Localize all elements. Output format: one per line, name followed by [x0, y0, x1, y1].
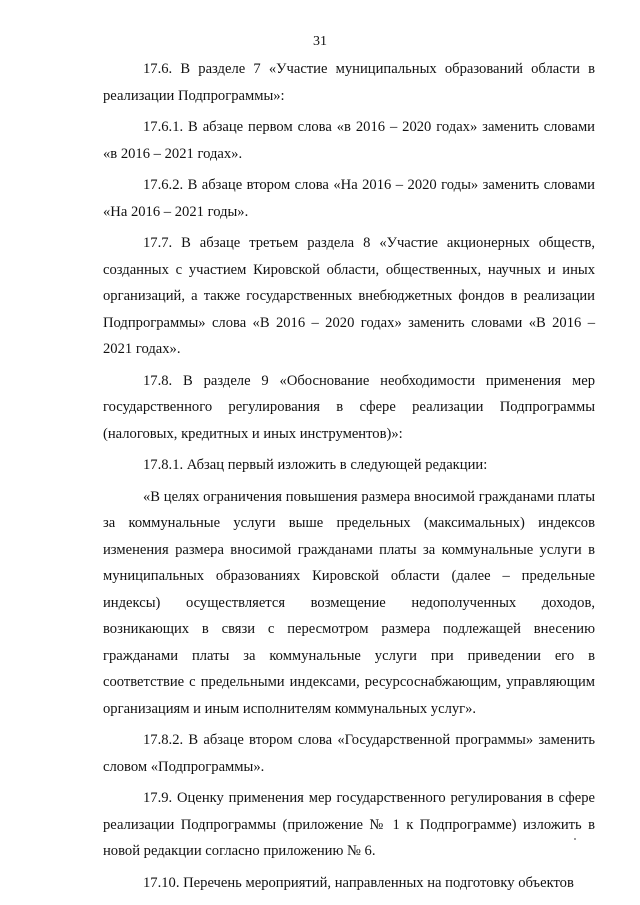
paragraph-17-8-1: 17.8.1. Абзац первый изложить в следующей редакции: — [143, 457, 488, 473]
document-body — [103, 56, 595, 896]
paragraph-17-7: 17.7. В абзаце третьем раздела 8 «Участие акционерных обществ, созданных с участием Кировской области, общественных, научных и иных организаций, а также государственных внебюджетных фондов в реализации Подпрограммы» слова «В 2016 – 2020 годах» заменить словами «В 2016 – 2021 годах». — [103, 235, 595, 357]
paragraph-17-8: 17.8. В разделе 9 «Обоснование необходимости применения мер государственного регулирования в сфере реализации Подпрограммы (налоговых, кредитных и иных инструментов)»: — [103, 372, 595, 442]
paragraph-17-6-1: 17.6.1. В абзаце первом слова «в 2016 – 2020 годах» заменить словами «в 2016 – 2021 годах». — [103, 119, 595, 162]
paragraph-17-6-2: 17.6.2. В абзаце втором слова «На 2016 – 2020 годы» заменить словами «На 2016 – 2021 годы». — [103, 177, 595, 220]
paragraph-17-10: 17.10. Перечень мероприятий, направленных на подготовку объектов — [143, 874, 574, 891]
paragraph-17-6: 17.6. В разделе 7 «Участие муниципальных образований области в реализации Подпрограммы»: — [103, 61, 595, 104]
paragraph-quoted-text: «В целях ограничения повышения размера вносимой гражданами платы за коммунальные услуги выше предельных (максимальных) индексов изменения размера вносимой гражданами платы за коммунальные услуги в муниципальных образованиях Кировской области (далее – предельные индексы) осуществляется возмещение недополученных доходов, возникающих в связи с пересмотром размера подлежащей внесению гражданами платы за коммунальные услуги при приведении его в соответствие с предельными индексами, ресурсоснабжающим, управляющим организациям и иным исполнителям коммунальных услуг». — [103, 488, 595, 717]
paragraph-17-8-2: 17.8.2. В абзаце втором слова «Государственной программы» заменить словом «Подпрограммы». — [103, 732, 595, 775]
paragraph-17-9: 17.9. Оценку применения мер государственного регулирования в сфере реализации Подпрограммы (приложение № 1 к Подпрограмме) изложить в новой редакции согласно приложению № 6. — [103, 790, 595, 859]
page-number: 31 — [313, 34, 327, 49]
scan-artifact — [574, 838, 576, 840]
